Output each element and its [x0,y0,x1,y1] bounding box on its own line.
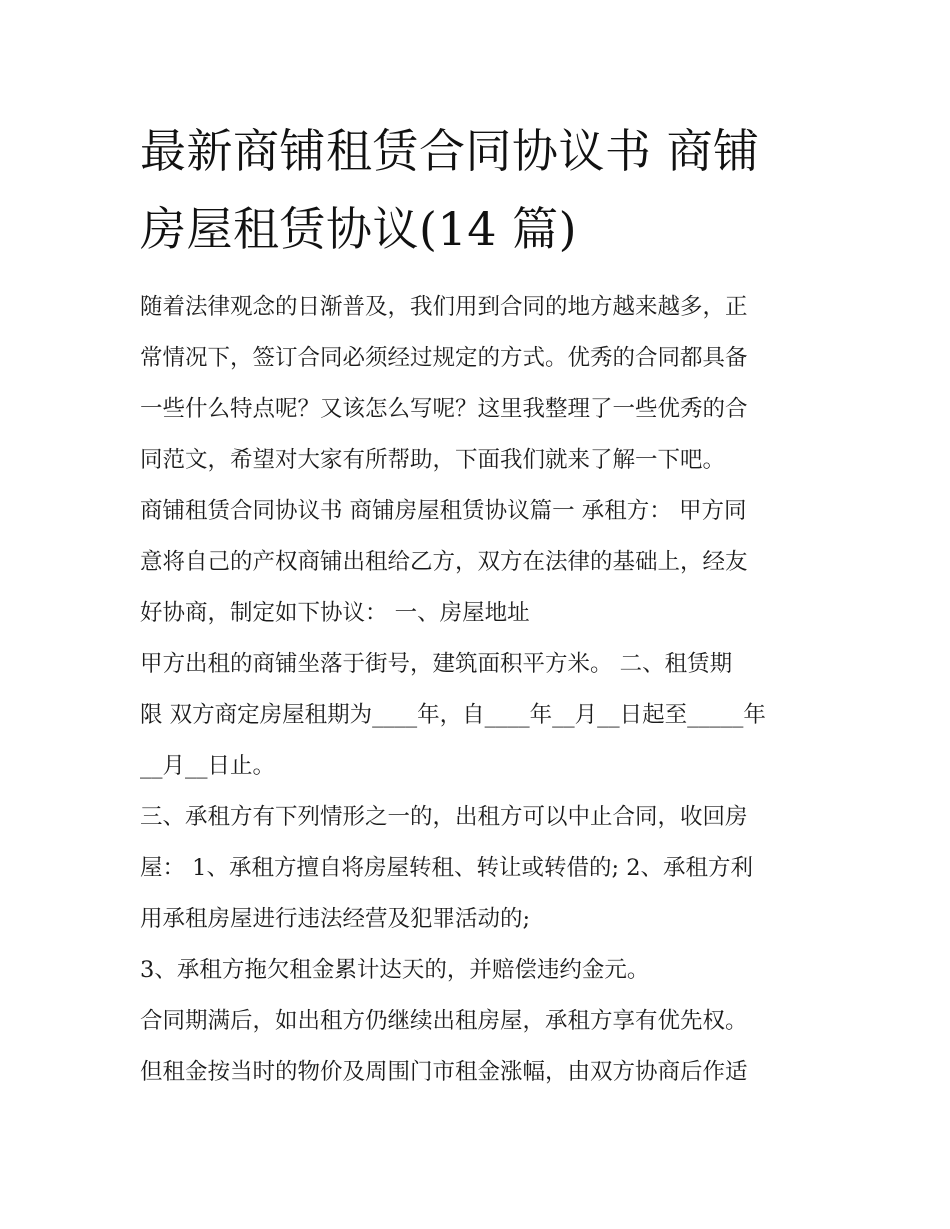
body-line: 但租金按当时的物价及周围门市租金涨幅，由双方协商后作适 [140,1059,748,1085]
body-line: 合同期满后，如出租方仍继续出租房屋，承租方享有优先权。 [140,1008,748,1034]
body-line: 限 双方商定房屋租期为____年，自____年__月__日起至_____年 [140,702,766,728]
body-line: 用承租房屋进行违法经营及犯罪活动的; [140,906,531,932]
body-line: 三、承租方有下列情形之一的，出租方可以中止合同，收回房 [140,804,748,830]
document-page [140,112,812,1098]
body-line: 甲方出租的商铺坐落于街号，建筑面积平方米。 二、租赁期 [140,651,733,677]
title-line: 房屋租赁协议(14 篇) [140,202,578,256]
body-line: 商铺租赁合同协议书 商铺房屋租赁协议篇一 承租方： 甲方同 [140,498,747,524]
body-line: 随着法律观念的日渐普及，我们用到合同的地方越来越多，正 [140,294,748,320]
body-line: 好协商，制定如下协议： 一、房屋地址 [140,600,530,626]
body-line: 同范文，希望对大家有所帮助，下面我们就来了解一下吧。 [140,447,726,473]
document-title [140,112,812,268]
body-line: 一些什么特点呢？又该怎么写呢？这里我整理了一些优秀的合 [140,396,748,422]
body-line: 屋： 1、承租方擅自将房屋转租、转让或转借的; 2、承租方利 [140,855,754,881]
title-line: 最新商铺租赁合同协议书 商铺 [140,124,760,178]
body-line: __月__日止。 [140,753,276,779]
body-line: 3、承租方拖欠租金累计达天的，并赔偿违约金元。 [140,957,650,983]
body-line: 意将自己的产权商铺出租给乙方，双方在法律的基础上，经友 [140,549,748,575]
document-body [140,282,812,1098]
body-line: 常情况下，签订合同必须经过规定的方式。优秀的合同都具备 [140,345,748,371]
